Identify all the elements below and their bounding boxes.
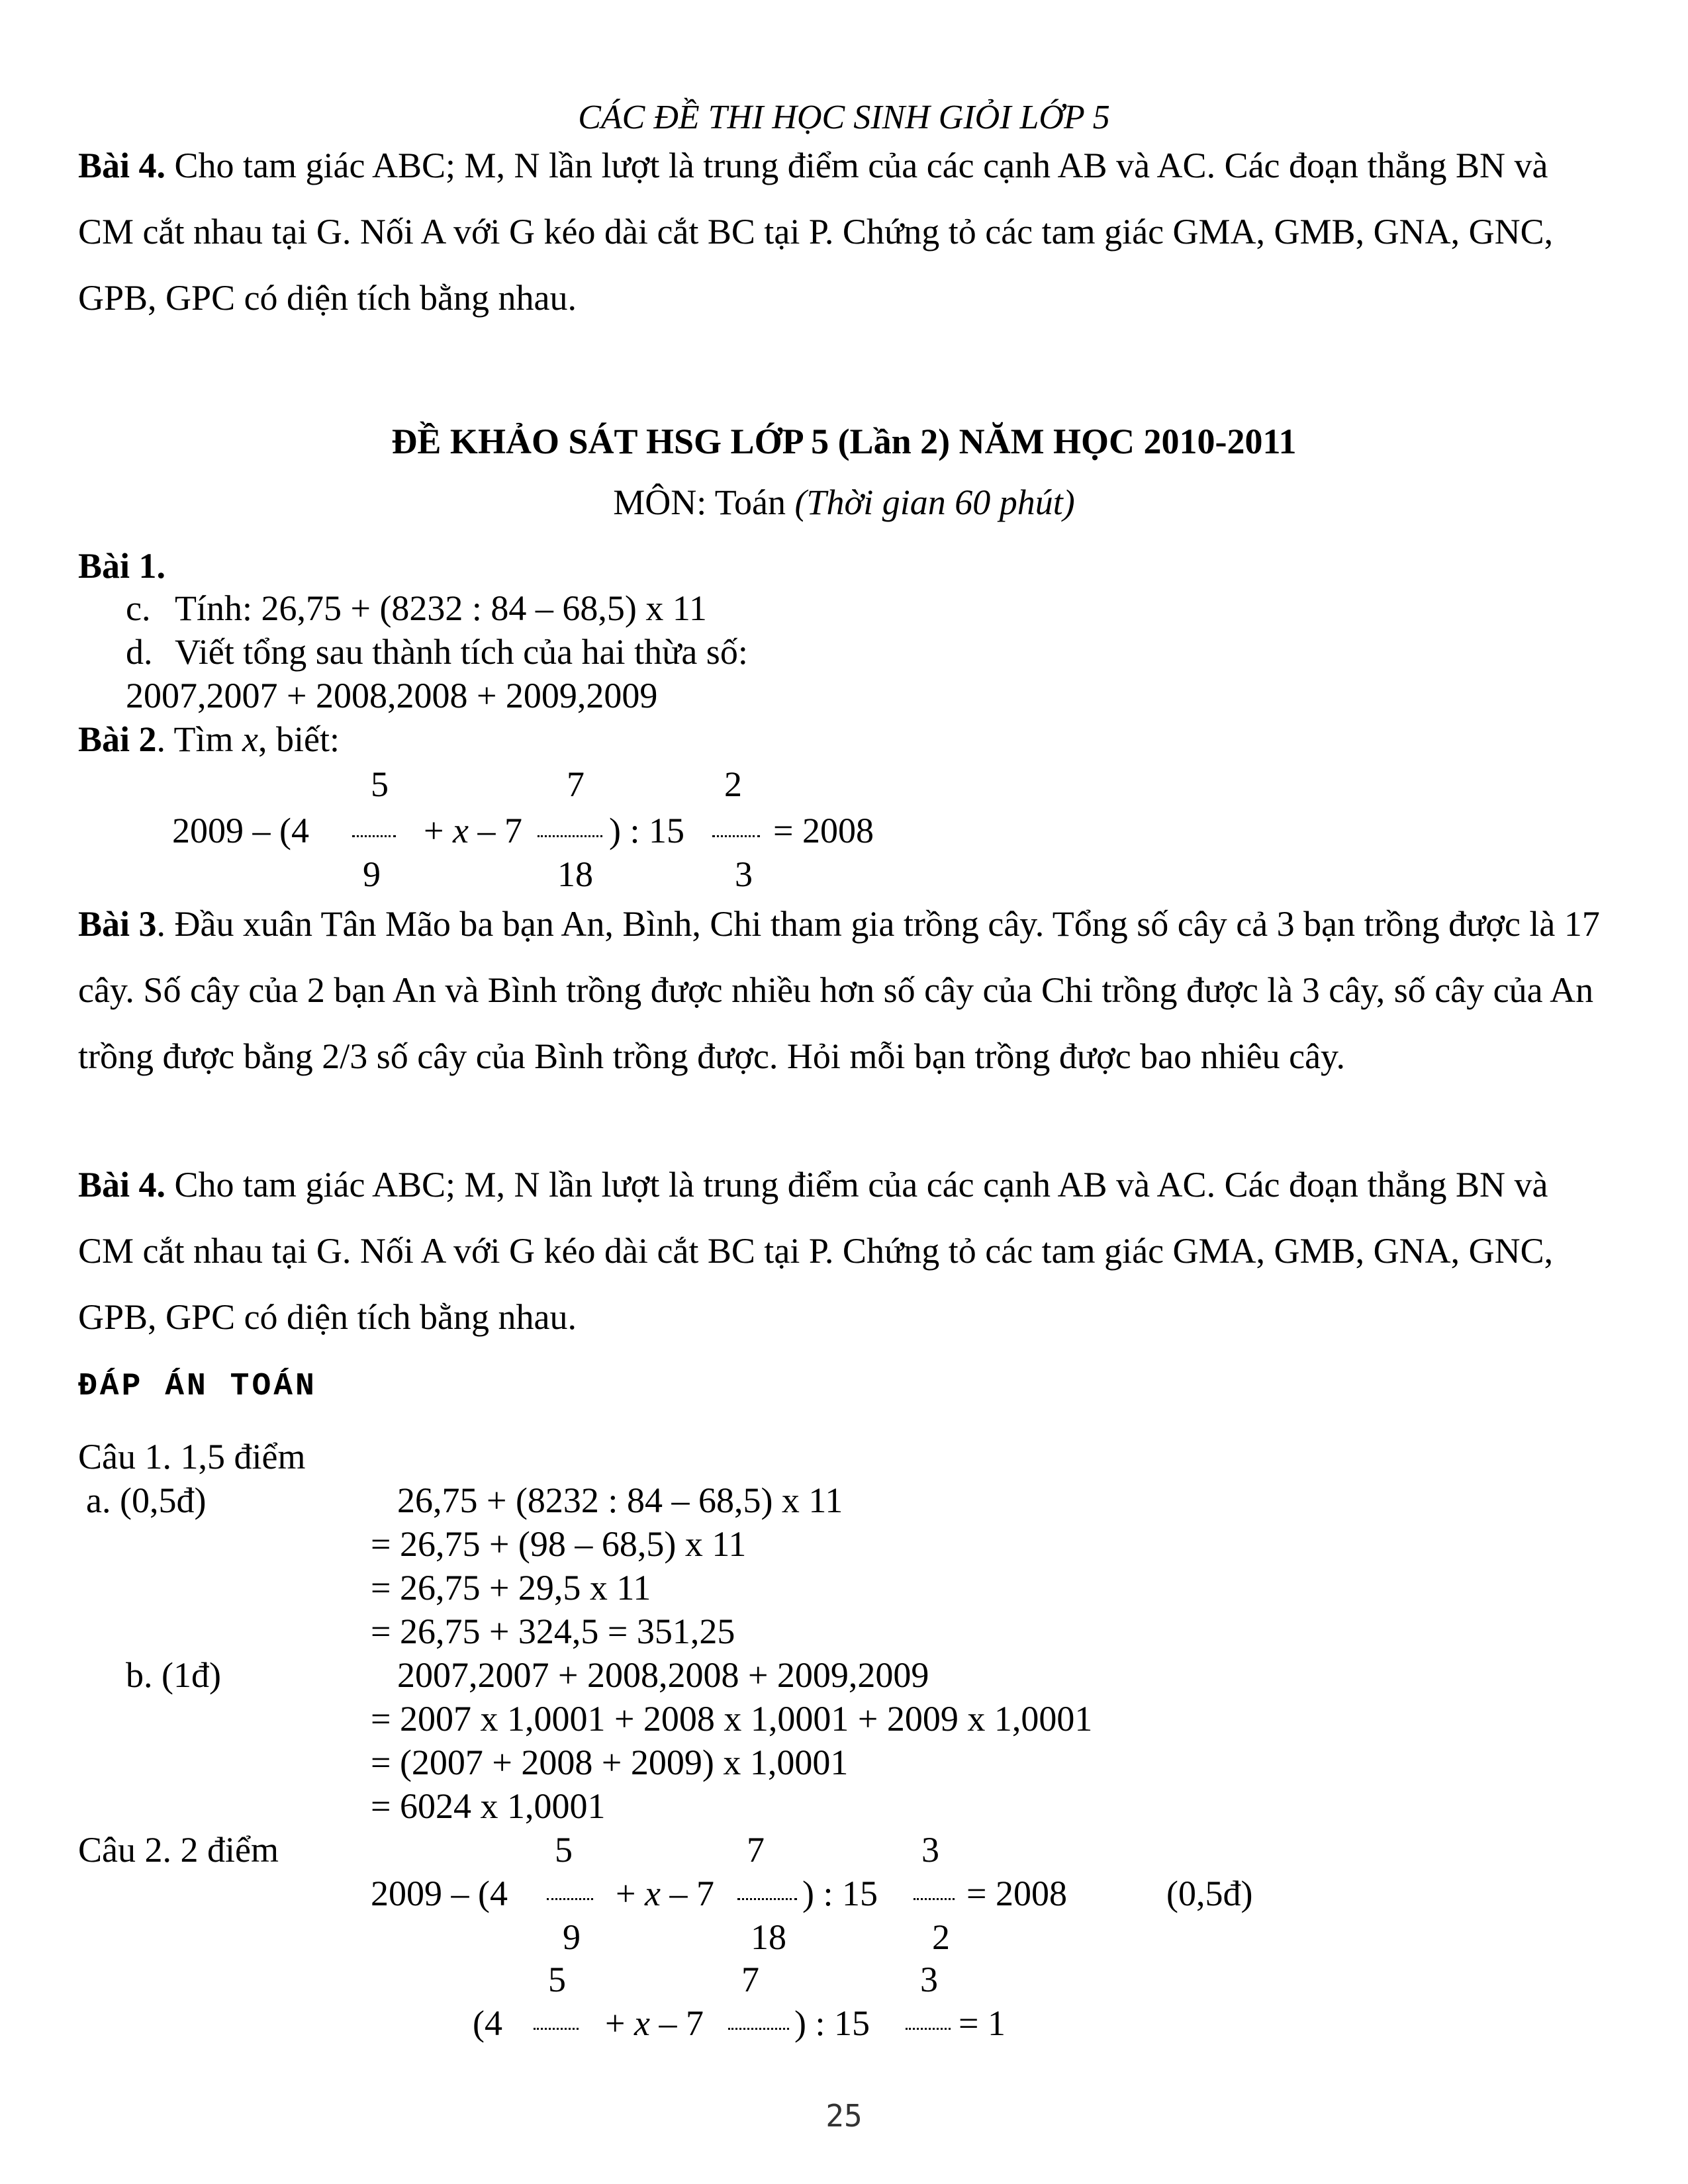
problem-1-c-marker: c.	[126, 588, 151, 628]
fraction-1-denominator: 9	[563, 1917, 581, 1957]
problem-1-d-marker: d.	[126, 632, 153, 672]
problem-3	[78, 891, 1601, 1089]
fraction-1-numerator: 5	[555, 1830, 573, 1870]
fraction-2-bar	[728, 2028, 789, 2030]
problem-1-c-text: Tính: 26,75 + (8232 : 84 – 68,5) x 11	[175, 588, 707, 628]
equation-plus: + x – 7	[424, 811, 522, 850]
answer-1a-label: a. (0,5đ)	[86, 1480, 207, 1520]
equation-plus: + x – 7	[605, 2003, 704, 2043]
answer-1b-line: = 2007 x 1,0001 + 2008 x 1,0001 + 2009 x 1,0001	[371, 1699, 1093, 1739]
answer-2-title: Câu 2. 2 điểm	[78, 1830, 279, 1870]
problem-4-label: Bài 4.	[78, 1165, 166, 1205]
fraction-3-bar	[712, 835, 760, 837]
exam-subject-text: MÔN: Toán	[613, 482, 795, 522]
fraction-3-denominator: 3	[735, 854, 753, 894]
problem-1-d-expr: 2007,2007 + 2008,2008 + 2009,2009	[126, 676, 658, 715]
equation-start: (4	[473, 2003, 502, 2043]
fraction-1-bar	[547, 1898, 593, 1900]
fraction-1-numerator: 5	[371, 764, 389, 804]
equation-start: 2009 – (4	[172, 811, 309, 850]
answers-heading: ĐÁP ÁN TOÁN	[78, 1369, 317, 1404]
exam-title-text: ĐỀ KHẢO SÁT HSG LỚP 5 (Lần 2) NĂM HỌC 2010-2011	[391, 422, 1297, 461]
fraction-3-numerator: 3	[920, 1960, 938, 1999]
answer-1-title: Câu 1. 1,5 điểm	[78, 1437, 306, 1477]
fraction-2-denominator: 18	[557, 854, 593, 894]
equation-end: = 2008	[773, 811, 874, 850]
fraction-1-bar	[352, 835, 396, 837]
answer-1a-line: = 26,75 + 29,5 x 11	[371, 1568, 651, 1608]
problem-3-text: . Đầu xuân Tân Mão ba bạn An, Bình, Chi tham gia trồng cây. Tổng số cây cả 3 bạn trồng được là 17 cây. Số cây của 2 bạn An và Bình trồng được nhiều hơn số cây của Chi trồng được là 3 cây, số cây của An trồng được bằng 2/3 số cây của Bình trồng được. Hỏi mỗi bạn trồng được bao nhiêu cây.	[78, 904, 1600, 1076]
equation-start: 2009 – (4	[371, 1874, 508, 1913]
equation-divide: ) : 15	[802, 1874, 878, 1913]
problem-2-prompt: Bài 2. Tìm x, biết:	[78, 719, 340, 759]
equation-divide: ) : 15	[609, 811, 684, 850]
equation-plus: + x – 7	[616, 1874, 714, 1913]
fraction-3-numerator: 2	[724, 764, 742, 804]
fraction-1-bar	[534, 2028, 579, 2030]
equation-score: (0,5đ)	[1166, 1874, 1253, 1913]
equation-end: = 1	[959, 2003, 1006, 2043]
equation-divide: ) : 15	[794, 2003, 870, 2043]
answer-1b-line: = 6024 x 1,0001	[371, 1786, 606, 1826]
top-problem-4	[78, 132, 1601, 331]
fraction-1-numerator: 5	[548, 1960, 566, 1999]
equation-end: = 2008	[966, 1874, 1067, 1913]
problem-1-d-text: Viết tổng sau thành tích của hai thừa số:	[175, 632, 748, 672]
fraction-3-bar	[906, 2028, 951, 2030]
problem-4	[78, 1152, 1601, 1350]
problem-3-label: Bài 3	[78, 904, 157, 944]
answer-1b-line: = (2007 + 2008 + 2009) x 1,0001	[371, 1743, 849, 1782]
exam-title	[0, 420, 1688, 463]
fraction-2-bar	[737, 1898, 797, 1900]
fraction-2-denominator: 18	[751, 1917, 786, 1957]
fraction-3-denominator: 2	[932, 1917, 950, 1957]
fraction-3-numerator: 3	[921, 1830, 939, 1870]
problem-1-label: Bài 1.	[78, 546, 166, 586]
exam-subject	[0, 480, 1688, 524]
fraction-1-denominator: 9	[363, 854, 381, 894]
fraction-2-numerator: 7	[567, 764, 585, 804]
answer-1b-line: 2007,2007 + 2008,2008 + 2009,2009	[397, 1655, 929, 1695]
fraction-3-bar	[914, 1898, 955, 1900]
answer-1b-label: b. (1đ)	[126, 1655, 221, 1695]
running-header: CÁC ĐỀ THI HỌC SINH GIỎI LỚP 5	[578, 99, 1110, 136]
top-problem-4-text: Cho tam giác ABC; M, N lần lượt là trung điểm của các cạnh AB và AC. Các đoạn thẳng BN và CM cắt nhau tại G. Nối A với G kéo dài cắt BC tại P. Chứng tỏ các tam giác GMA, GMB, GNA, GNC, GPB, GPC có diện tích bằng nhau.	[78, 146, 1554, 318]
top-problem-4-label: Bài 4.	[78, 146, 166, 185]
fraction-2-bar	[538, 835, 602, 837]
page-number: 25	[825, 2098, 863, 2134]
answer-1a-line: = 26,75 + (98 – 68,5) x 11	[371, 1524, 747, 1564]
answer-1a-line: 26,75 + (8232 : 84 – 68,5) x 11	[397, 1480, 843, 1520]
fraction-2-numerator: 7	[747, 1830, 765, 1870]
fraction-2-numerator: 7	[741, 1960, 759, 1999]
answer-1a-line: = 26,75 + 324,5 = 351,25	[371, 1612, 735, 1651]
exam-time: (Thời gian 60 phút)	[794, 482, 1075, 522]
problem-4-text: Cho tam giác ABC; M, N lần lượt là trung điểm của các cạnh AB và AC. Các đoạn thẳng BN và CM cắt nhau tại G. Nối A với G kéo dài cắt BC tại P. Chứng tỏ các tam giác GMA, GMB, GNA, GNC, GPB, GPC có diện tích bằng nhau.	[78, 1165, 1554, 1337]
